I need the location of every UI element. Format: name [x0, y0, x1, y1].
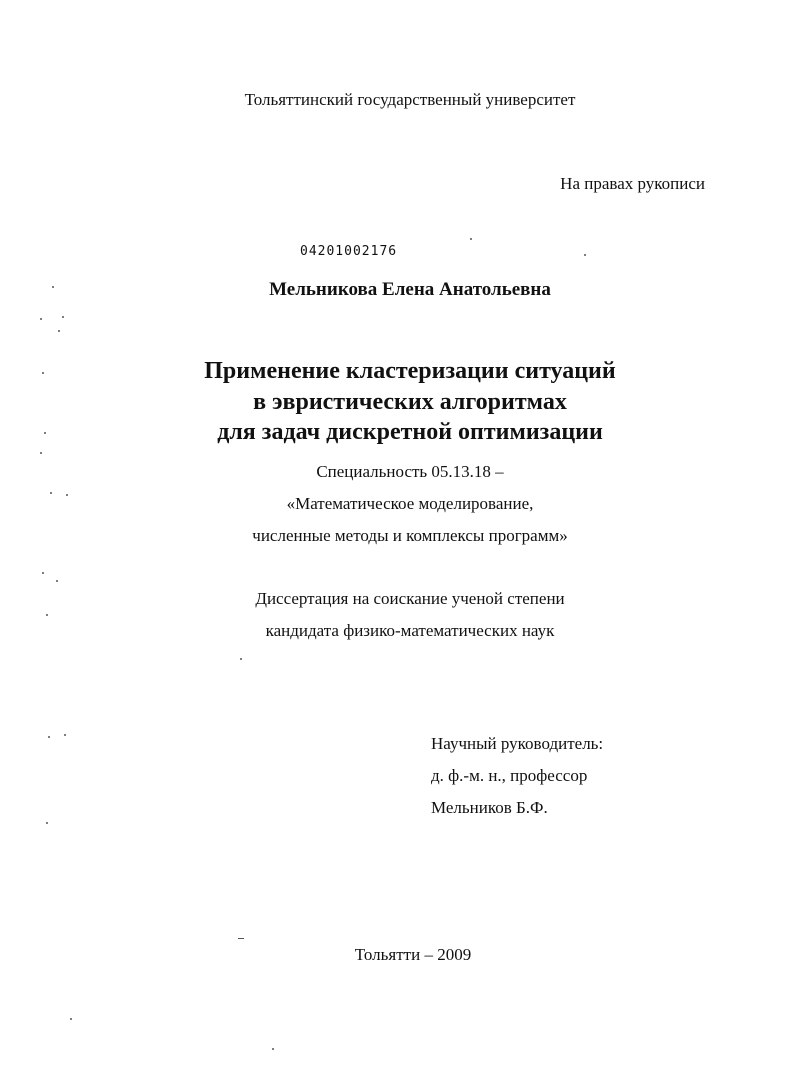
author-name: Мельникова Елена Анатольевна	[269, 279, 551, 300]
scan-speck	[42, 572, 44, 574]
scan-speck	[238, 938, 244, 939]
scan-speck	[66, 494, 68, 496]
scan-speck	[40, 452, 42, 454]
advisor-line: Мельников Б.Ф.	[431, 798, 548, 817]
advisor-line: д. ф.-м. н., профессор	[431, 766, 588, 785]
scan-speck	[58, 330, 60, 332]
scan-speck	[584, 254, 586, 256]
manuscript-rights-note: На правах рукописи	[560, 174, 705, 193]
specialty-line: «Математическое моделирование,	[286, 494, 534, 513]
advisor-line: Научный руководитель:	[431, 734, 604, 753]
scan-speck	[62, 316, 64, 318]
scan-speck	[52, 286, 54, 288]
scan-speck	[56, 580, 58, 582]
thesis-title-line: Применение кластеризации ситуаций	[204, 358, 616, 384]
scan-speck	[40, 318, 42, 320]
thesis-title-line: в эвристических алгоритмах	[253, 389, 567, 415]
university-name: Тольяттинский государственный университет	[244, 90, 576, 109]
scan-speck	[240, 658, 242, 660]
scan-speck	[44, 432, 46, 434]
specialty-line: Специальность 05.13.18 –	[316, 462, 504, 481]
scan-speck	[42, 372, 44, 374]
scan-speck	[272, 1048, 274, 1050]
dissertation-degree-line: Диссертация на соискание ученой степени	[255, 589, 565, 608]
scan-speck	[46, 614, 48, 616]
city-year: Тольятти – 2009	[354, 945, 472, 964]
catalog-code: 04201002176	[300, 244, 398, 259]
dissertation-degree-line: кандидата физико-математических наук	[265, 621, 555, 640]
specialty-line: численные методы и комплексы программ»	[252, 526, 568, 545]
scan-speck	[70, 1018, 72, 1020]
scan-speck	[48, 736, 50, 738]
scan-speck	[470, 238, 472, 240]
scan-speck	[50, 492, 52, 494]
thesis-title-line: для задач дискретной оптимизации	[217, 419, 603, 445]
scan-speck	[64, 734, 66, 736]
scan-speck	[46, 822, 48, 824]
